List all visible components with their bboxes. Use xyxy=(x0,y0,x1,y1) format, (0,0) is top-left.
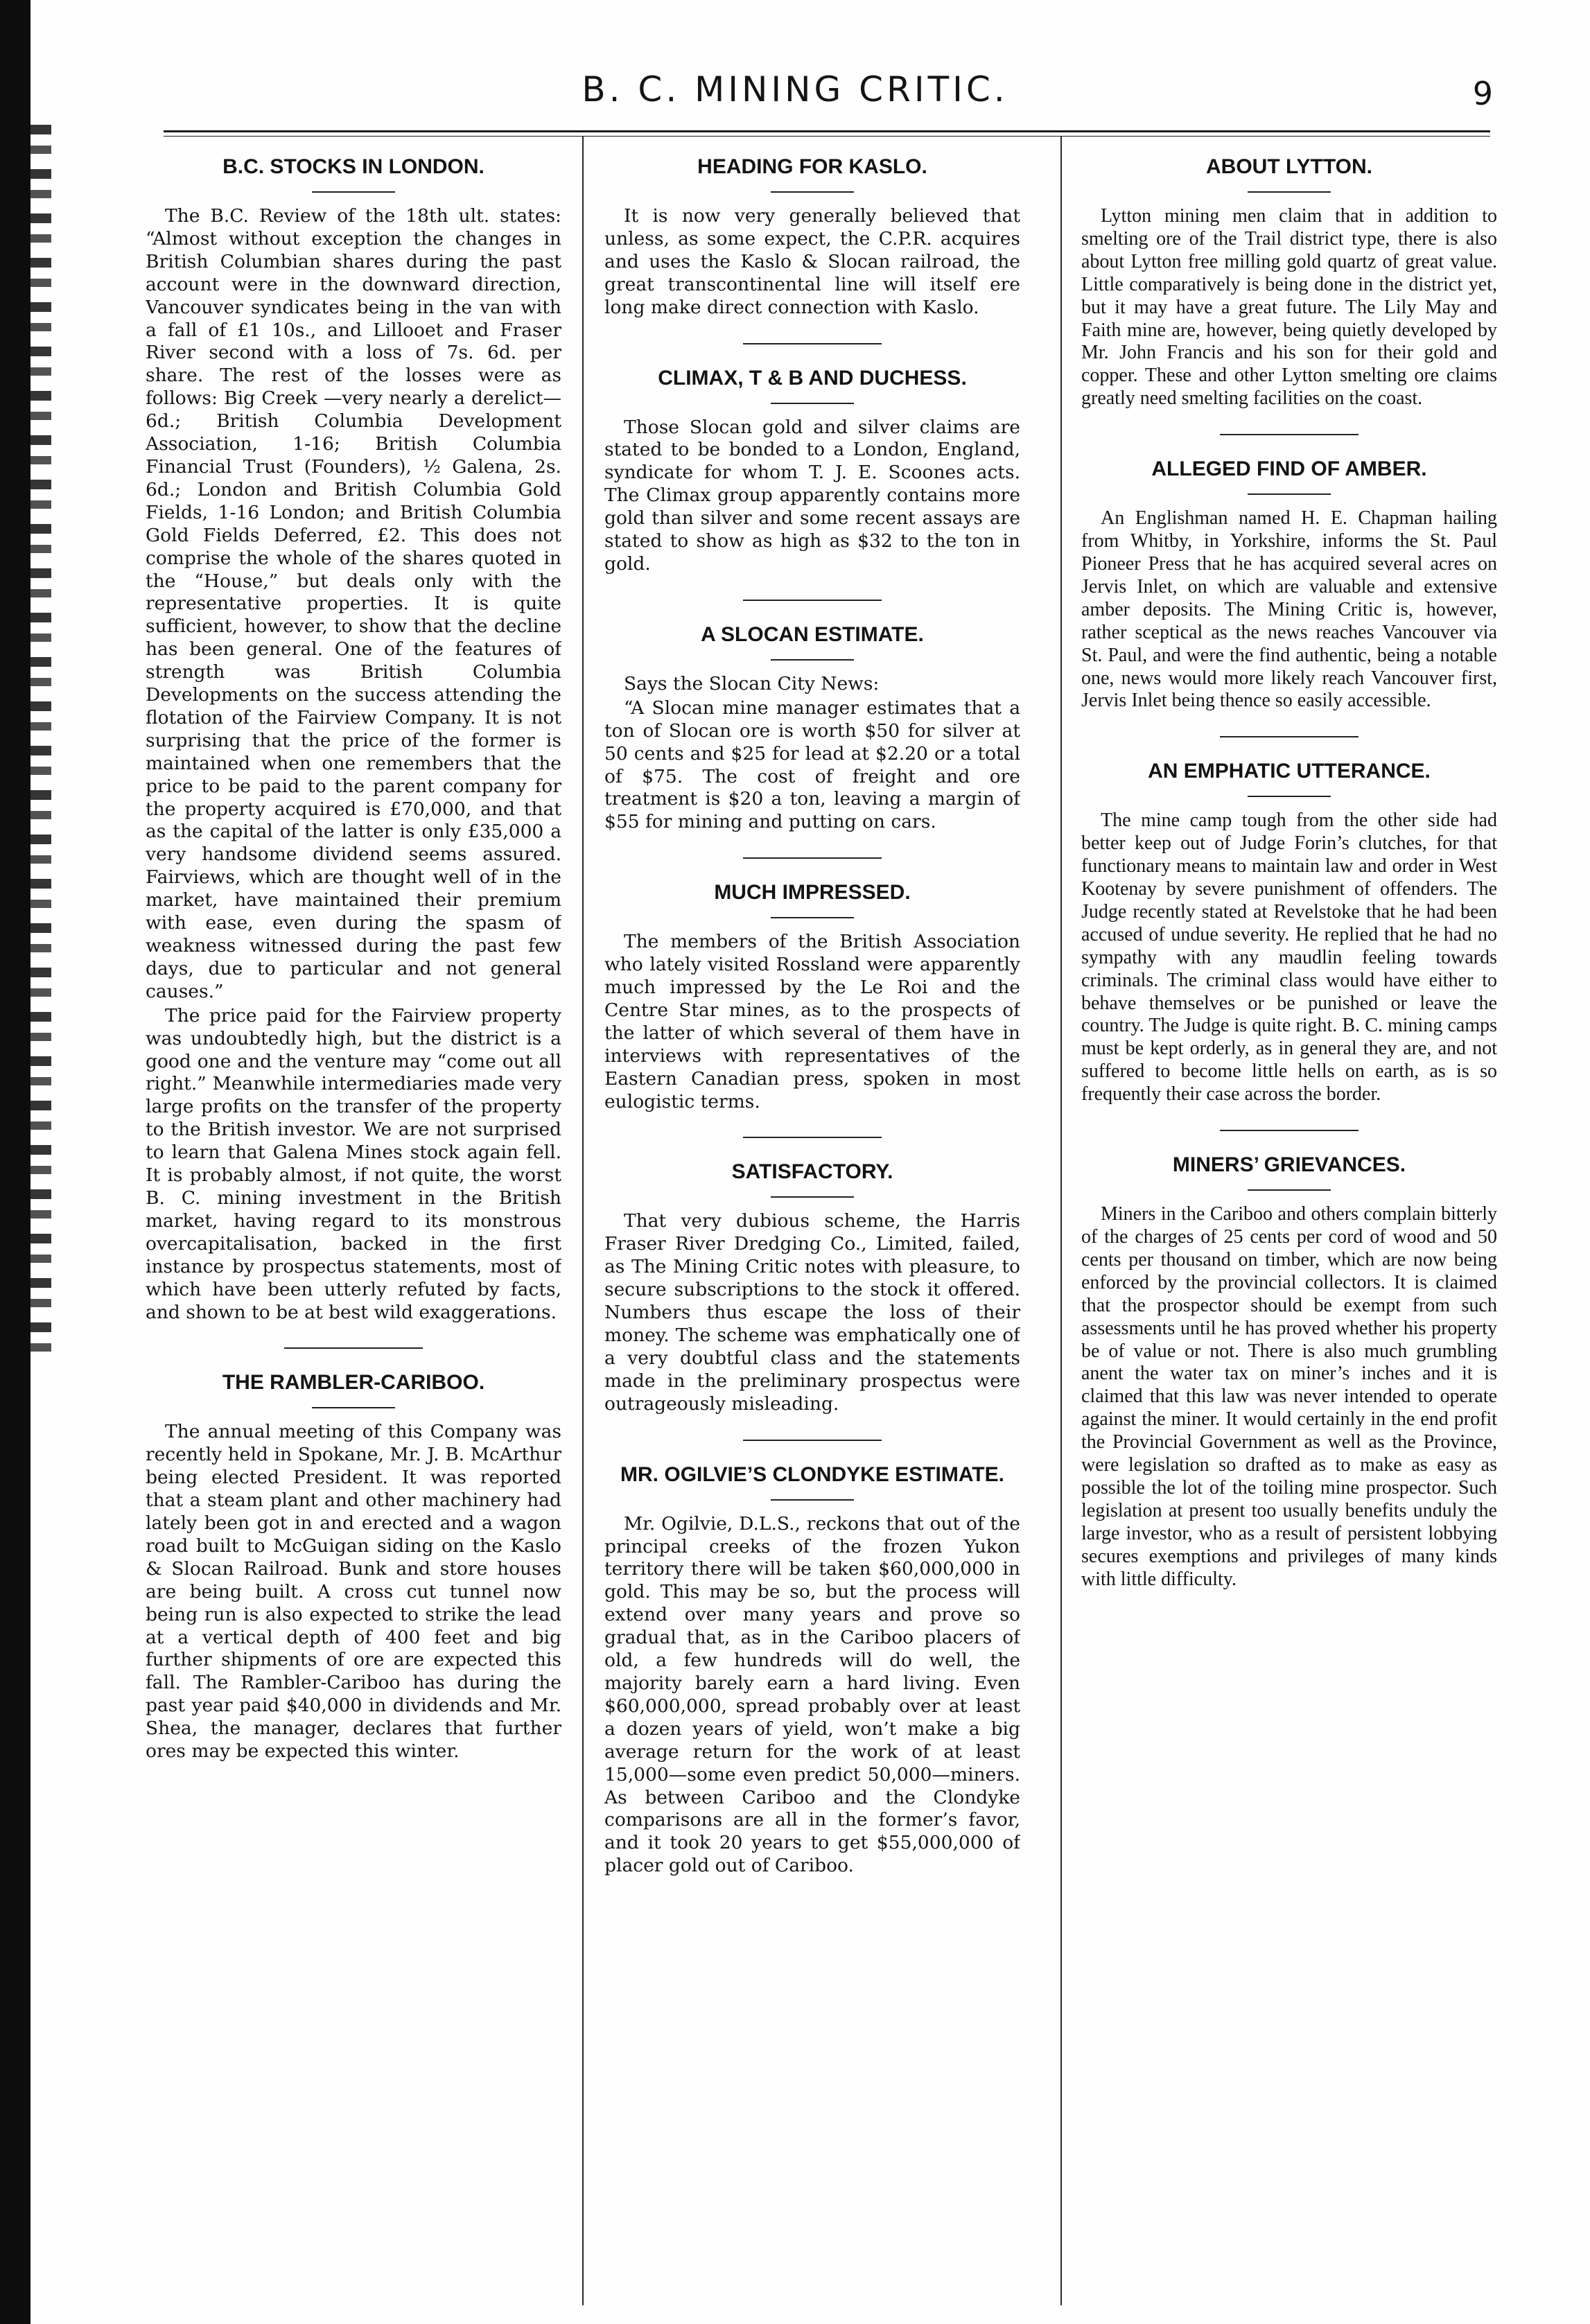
article-emphatic-utterance xyxy=(1081,758,1497,1106)
article-miners-grievances xyxy=(1081,1152,1497,1591)
paragraph: The price paid for the Fairview property was undoubtedly high, but the district is a good one and the venture may “come out all right.” Meanwhile intermediaries made very large profits on the transfer of the property to the British investor. We are not surprised to learn that Galena Mines stock again fell. It is probably almost, if not quite, the worst B. C. mining investment in the British market, having regard to its monstrous overcapitalisation, backed in the first instance by prospectus statements, most of which have been utterly refuted by facts, and shown to be at best wild exaggerations. xyxy=(146,1004,561,1323)
column-divider xyxy=(582,136,584,2305)
article-much-impressed xyxy=(604,880,1020,1113)
article-rambler-cariboo xyxy=(146,1370,561,1763)
article-alleged-find-of-amber xyxy=(1081,456,1497,713)
column-divider xyxy=(1060,136,1062,2305)
column-3 xyxy=(1081,146,1497,2301)
headline: HEADING FOR KASLO. xyxy=(697,155,927,178)
paragraph: Miners in the Cariboo and others complain bitterly of the charges of 25 cents per cord of wood and 50 cents per thousand on timber, which are now being enforced by the provincial collectors. It is claimed that the prospector should be exempt from such assessments until he has proved whether his property be of value or not. There is also much grumbling anent the water tax on miner’s inches and it is claimed that this law was never intended to operate against the miner. It would certainly in the end profit the Provincial Government as well as the Province, were legislation so drafted as to make as easy as possible the lot of the toiling mine prospector. Such legislation at present too usually benefits unduly the large investor, who as a result of persistent lobbying secures exemptions and privileges of many kinds with little difficulty. xyxy=(1081,1203,1497,1590)
headline-rule xyxy=(1248,1189,1331,1191)
page-number: 9 xyxy=(1472,75,1493,112)
paragraph: The B.C. Review of the 18th ult. states: “Almost without exception the changes in British Columbian shares during the past account were in the downward direction, Vancouver syndicates being in the van with a fall of £1 10s., and Lillooet and Fraser River second with a loss of 7s. 6d. per share. The rest of the losses were as follows: Big Creek —very nearly a derelict—6d.; British Columbia Development Association, 1-16; British Columbia Financial Trust (Founders), ½ Galena, 2s. 6d.; London and British Columbia Gold Fields, 1-16 London; and British Columbia Gold Fields Deferred, £2. This does not comprise the whole of the shares quoted in the “House,” but deals only with the representative properties. It is quite sufficient, however, to show that the decline has been general. One of the features of strength was British Columbia Developments on the success attending the flotation of the Fairview Company. It is not surprising that the price of the former is maintained when one remembers that the price to be paid to the parent company for the property acquired is £70,000, and that as the capital of the latter is only £35,000 a very handsome dividend seems assured. Fairviews, which are thought well of in the market, have maintained their premium with ease, even during the spasm of weakness witnessed during the past few days, due to particular and not general causes.” xyxy=(146,205,561,1002)
article-separator xyxy=(743,1137,882,1138)
headline: SATISFACTORY. xyxy=(731,1160,893,1184)
article-heading-for-kaslo xyxy=(604,154,1020,320)
paragraph: Lytton mining men claim that in addition to smelting ore of the Trail district type, there is also about Lytton free milling gold quartz of great value. Little comparatively is being done in the district yet, but it may have a great future. The Lily May and Faith mine are, however, being quietly developed by Mr. John Francis and his son for their gold and copper. These and other Lytton smelting ore claims greatly need smelting facilities on the coast. xyxy=(1081,205,1497,410)
page-binding-edge xyxy=(0,0,30,2324)
column-2 xyxy=(604,146,1020,2301)
headline-rule xyxy=(1248,493,1331,495)
article-separator xyxy=(743,600,882,601)
headline-rule xyxy=(771,191,854,193)
headline-rule xyxy=(771,917,854,918)
headline: CLIMAX, T & B AND DUCHESS. xyxy=(658,366,967,390)
headline-rule xyxy=(771,1196,854,1198)
paragraph: The members of the British Association who lately visited Rossland were apparently much impressed by the Le Roi and the Centre Star mines, as to the prospects of the latter of which several of them have in interviews with representatives of the Eastern Canadian press, spoken in most eulogistic terms. xyxy=(604,931,1020,1112)
headline-rule xyxy=(771,403,854,404)
article-slocan-estimate xyxy=(604,622,1020,834)
headline-rule xyxy=(312,191,395,193)
paragraph: That very dubious scheme, the Harris Fraser River Dredging Co., Limited, failed, as The Mining Critic notes with pleasure, to secure subscriptions to the stock it offered. Numbers thus escape the loss of their money. The scheme was emphatically one of a very doubtful class and the statements made in the preliminary prospectus were outrageously misleading. xyxy=(604,1210,1020,1415)
masthead-rule-thin xyxy=(164,136,1490,137)
headline: THE RAMBLER-CARIBOO. xyxy=(222,1371,485,1395)
adjacent-page-sliver xyxy=(30,125,51,1358)
article-separator xyxy=(1220,736,1359,737)
paragraph: “A Slocan mine manager estimates that a ton of Slocan ore is worth $50 for silver at 50 cents and $25 for lead at $2.20 or a total of $75. The cost of freight and ore treatment is $20 a ton, leaving a margin of $55 for mining and putting on cars. xyxy=(604,697,1020,833)
headline: B.C. STOCKS IN LONDON. xyxy=(222,155,484,178)
article-separator xyxy=(1220,434,1359,435)
article-separator xyxy=(284,1347,423,1349)
headline-rule xyxy=(771,659,854,661)
paragraph: The annual meeting of this Company was recently held in Spokane, Mr. J. B. McArthur being elected President. It was reported that a steam plant and other machinery had lately been got in and erected and a wagon road built to McGuigan siding on the Kaslo & Slocan Railroad. Bunk and store houses are being built. A cross cut tunnel now being run is also expected to strike the lead at a vertical depth of 400 feet and big further shipments of ore are expected this fall. The Rambler-Cariboo has during the past year paid $40,000 in dividends and Mr. Shea, the manager, declares that further ores may be expected this winter. xyxy=(146,1421,561,1763)
headline: MUCH IMPRESSED. xyxy=(714,881,911,905)
paragraph: Says the Slocan City News: xyxy=(624,672,880,694)
article-bc-stocks-in-london xyxy=(146,154,561,1324)
headline-rule xyxy=(312,1407,395,1408)
article-separator xyxy=(743,343,882,344)
headline-rule xyxy=(1248,796,1331,797)
headline: MR. OGILVIE’S CLONDYKE ESTIMATE. xyxy=(620,1462,1004,1486)
article-about-lytton xyxy=(1081,154,1497,410)
headline-rule xyxy=(771,1499,854,1501)
article-separator xyxy=(1220,1130,1359,1131)
masthead xyxy=(0,69,1590,118)
article-ogilvie-clondyke-estimate xyxy=(604,1462,1020,1878)
headline: MINERS’ GRIEVANCES. xyxy=(1172,1153,1406,1177)
column-1 xyxy=(146,146,561,2301)
article-satisfactory xyxy=(604,1159,1020,1415)
paragraph: Those Slocan gold and silver claims are stated to be bonded to a London, England, syndicate for whom T. J. E. Scoones acts. The Climax group apparently contains more gold than silver and some recent assays are stated to show as high as $32 to the ton in gold. xyxy=(604,416,1020,575)
headline: ABOUT LYTTON. xyxy=(1205,155,1372,178)
article-separator xyxy=(743,1440,882,1441)
masthead-rule xyxy=(164,130,1490,132)
headline: AN EMPHATIC UTTERANCE. xyxy=(1148,760,1431,783)
paragraph: It is now very generally believed that unless, as some expect, the C.P.R. acquires and uses the Kaslo & Slocan railroad, the great transcontinental line will itself ere long make direct connection with Kaslo. xyxy=(604,205,1020,318)
article-separator xyxy=(743,857,882,859)
article-climax-t-b-duchess xyxy=(604,365,1020,576)
paragraph: Mr. Ogilvie, D.L.S., reckons that out of the principal creeks of the frozen Yukon territory there will be taken $60,000,000 in gold. This may be so, but the process will extend over many years and prove so gradual that, as in the Cariboo placers of old, a few hundreds will do well, the majority barely earn a hard living. Even $60,000,000, spread probably over at least a dozen years of yield, won’t make a big average return for the work of at least 15,000—some even predict 50,000—miners. As between Cariboo and the Clondyke comparisons are all in the former’s favor, and it took 20 years to get $55,000,000 of placer gold out of Cariboo. xyxy=(604,1512,1020,1877)
headline: A SLOCAN ESTIMATE. xyxy=(701,622,924,646)
headline: ALLEGED FIND OF AMBER. xyxy=(1151,457,1427,481)
paragraph: The mine camp tough from the other side had better keep out of Judge Forin’s clutches, for that functionary means to maintain law and order in West Kootenay by severe punishment of offenders. The Judge recently stated at Revelstoke that he had been accused of undue severity. He replied that he had no sympathy with any maudlin feeling towards criminals. The criminal class would have either to behave themselves or be punished or leave the country. The Judge is quite right. B. C. mining camps must be kept orderly, as in general they are, and not suffered to become little hells on earth, as is so frequently their case across the border. xyxy=(1081,810,1497,1106)
headline-rule xyxy=(1248,191,1331,193)
newspaper-title: B. C. MINING CRITIC. xyxy=(582,69,1008,110)
paragraph: An Englishman named H. E. Chapman hailing from Whitby, in Yorkshire, informs the St. Paul Pioneer Press that he has acquired several acres on Jervis Inlet, on which are valuable and extensive amber deposits. The Mining Critic is, however, rather sceptical as the news reaches Vancouver via St. Paul, and were the find authentic, being a notable one, news would more likely reach Vancouver first, Jervis Inlet being thence so easily accessible. xyxy=(1081,507,1497,712)
